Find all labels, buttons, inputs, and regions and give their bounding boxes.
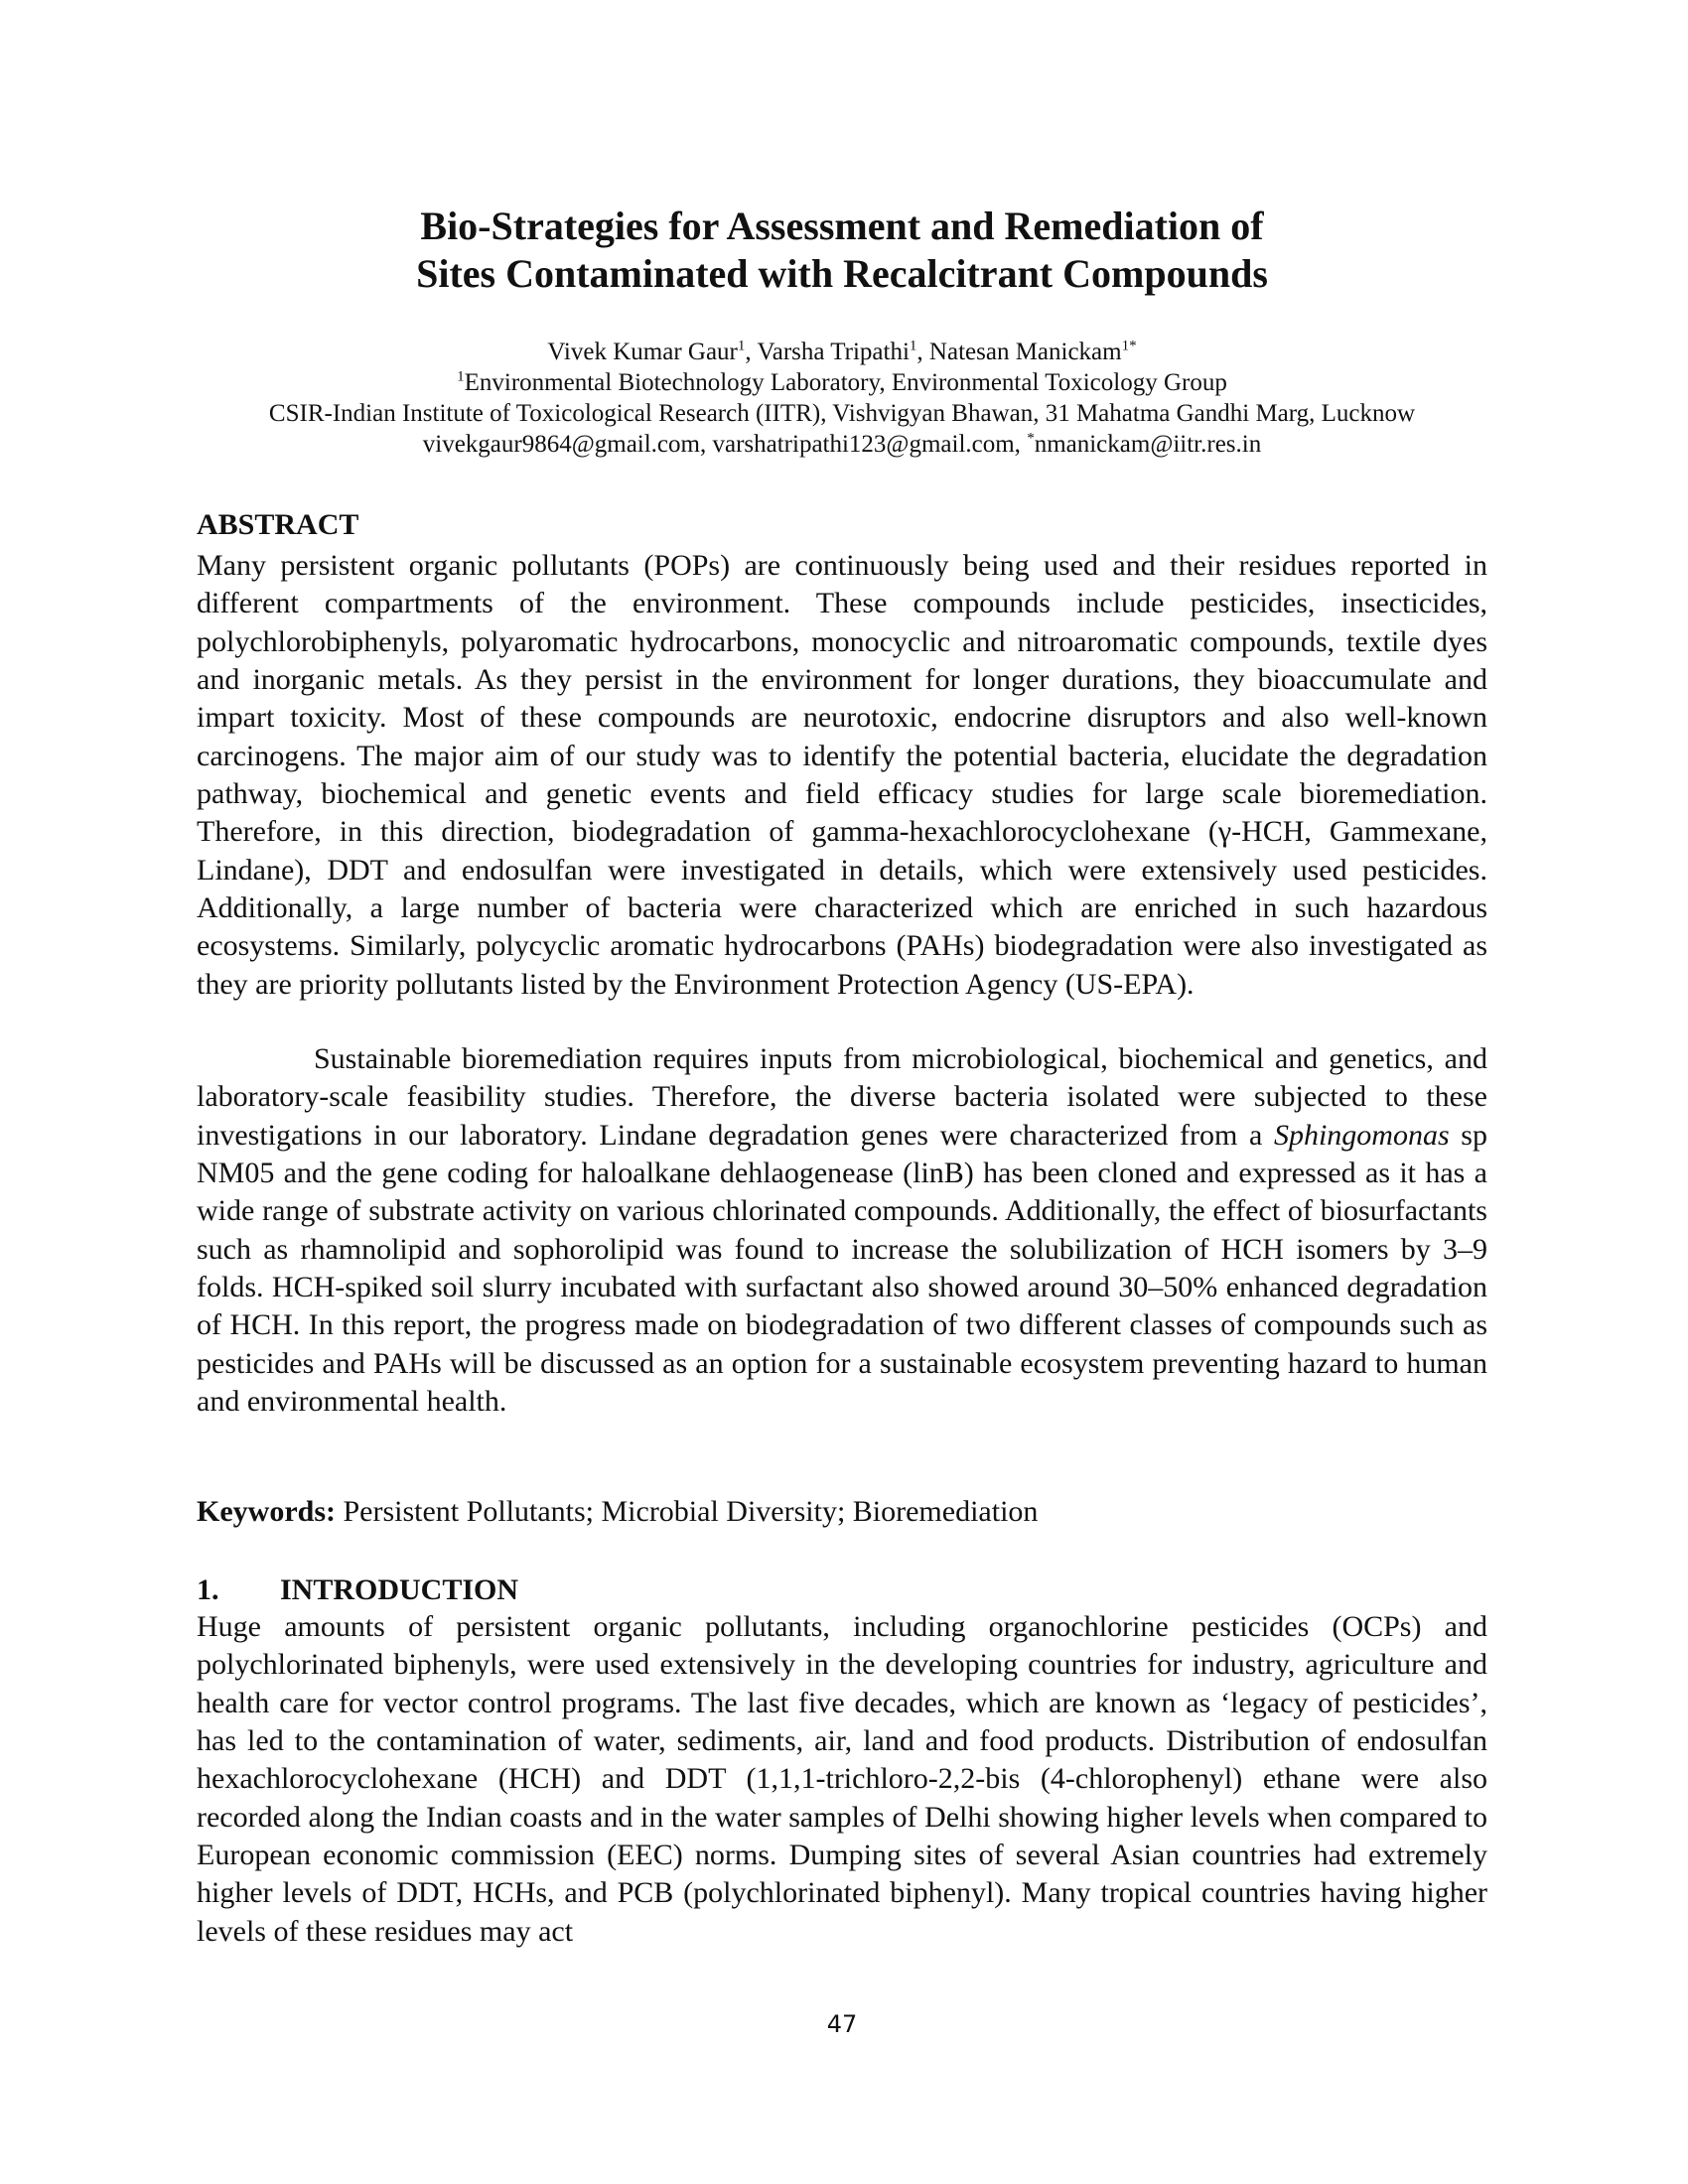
keywords-label: Keywords: — [197, 1495, 336, 1528]
keywords-line — [197, 1493, 1038, 1531]
author-1-affiliation-mark: 1 — [737, 338, 746, 354]
abstract-paragraph-2-text — [197, 1040, 1487, 1421]
author-separator: , — [745, 339, 758, 365]
author-block — [197, 337, 1487, 460]
author-3: Natesan Manickam — [928, 339, 1122, 365]
abstract-p2-part-1: Sustainable bioremediation requires inputs from microbiological, biochemical and genetics, and laboratory-scale feasibility studies. Therefore, the diverse bacteria isolated were subjected to these investigations in our laboratory. Lindane degradation genes were characterized from a — [197, 1042, 1487, 1152]
corresponding-author-mark: * — [1027, 430, 1035, 447]
author-2: Varsha Tripathi — [757, 339, 910, 365]
title-line-2: Sites Contaminated with Recalcitrant Compounds — [416, 251, 1268, 296]
affiliation-mark: 1 — [457, 368, 465, 385]
species-name: Sphingomonas — [1273, 1118, 1450, 1152]
introduction-paragraph-1 — [197, 1608, 1487, 1951]
affiliation-line-2: CSIR-Indian Institute of Toxicological Research (IITR), Vishvigyan Bhawan, 31 Mahatma Gandhi Marg, Lucknow — [268, 400, 1416, 427]
author-separator: , — [916, 339, 929, 365]
author-emails — [197, 429, 1487, 460]
author-names — [197, 337, 1487, 367]
page-number: 47 — [826, 2010, 858, 2038]
author-2-affiliation-mark: 1 — [909, 338, 917, 354]
introduction-paragraph-1-text: Huge amounts of persistent organic pollutants, including organochlorine pesticides (OCPs) and polychlorinated biphenyls, were used extensively in the developing countries for industry, agriculture and health care for vector control programs. The last five decades, which are known as ‘legacy of pesticides’, has led to the contamination of water, sediments, air, land and food products. Distribution of endosulfan hexachlorocyclohexane (HCH) and DDT (1,1,1-trichloro-2,2-bis (4-chlorophenyl) ethane were also recorded along the Indian coasts and in the water samples of Delhi showing higher levels when compared to European economic commission (EEC) norms. Dumping sites of several Asian countries had extremely higher levels of DDT, HCHs, and PCB (polychlorinated biphenyl). Many tropical countries having higher levels of these residues may act — [197, 1610, 1487, 1948]
keywords-text: Persistent Pollutants; Microbial Diversity; Bioremediation — [335, 1495, 1039, 1528]
introduction-heading — [197, 1572, 518, 1608]
abstract-heading: ABSTRACT — [197, 508, 359, 541]
paper-title — [197, 203, 1487, 298]
abstract-paragraph-1-text: Many persistent organic pollutants (POPs) are continuously being used and their residues reported in different compartments of the environment. These compounds include pesticides, insecticides, polychlorobiphenyls, polyaromatic hydrocarbons, monocyclic and nitroaromatic compounds, textile dyes and inorganic metals. As they persist in the environment for longer durations, they bioaccumulate and impart toxicity. Most of these compounds are neurotoxic, endocrine disruptors and also well-known carcinogens. The major aim of our study was to identify the potential bacteria, elucidate the degradation pathway, biochemical and genetic events and field efficacy studies for large scale bioremediation. Therefore, in this direction, biodegradation of gamma-hexachlorocyclohexane (γ-HCH, Gammexane, Lindane), DDT and endosulfan were investigated in details, which were extensively used pesticides. Additionally, a large number of bacteria were characterized which are enriched in such hazardous ecosystems. Similarly, polycyclic aromatic hydrocarbons (PAHs) biodegradation were also investigated as they are priority pollutants listed by the Environment Protection Agency (US-EPA). — [197, 549, 1487, 1001]
corresponding-email: nmanickam@iitr.res.in — [1034, 431, 1262, 458]
abstract-paragraph-2 — [197, 1040, 1487, 1421]
affiliation-line-1 — [197, 367, 1487, 398]
affiliation-text: Environmental Biotechnology Laboratory, Environmental Toxicology Group — [464, 369, 1227, 396]
abstract-p2-part-2: sp NM05 and the gene coding for haloalkane dehlaogenease (linB) has been cloned and expressed as it has a wide range of substrate activity on various chlorinated compounds. Additionally, the effect of biosurfactants such as rhamnolipid and sophorolipid was found to increase the solubilization of HCH isomers by 3–9 folds. HCH-spiked soil slurry incubated with surfactant also showed around 30–50% enhanced degradation of HCH. In this report, the progress made on biodegradation of two different classes of compounds such as pesticides and PAHs will be discussed as an option for a sustainable ecosystem preventing hazard to human and environmental health. — [197, 1118, 1487, 1419]
author-3-affiliation-mark: 1* — [1121, 338, 1137, 354]
section-number: 1. — [197, 1573, 219, 1606]
title-line-1: Bio-Strategies for Assessment and Remediation of — [420, 204, 1264, 248]
abstract-paragraph-1 — [197, 547, 1487, 1004]
section-title: INTRODUCTION — [280, 1573, 519, 1606]
author-1: Vivek Kumar Gaur — [547, 339, 738, 365]
emails-text: vivekgaur9864@gmail.com, varshatripathi123@gmail.com, — [422, 431, 1028, 458]
